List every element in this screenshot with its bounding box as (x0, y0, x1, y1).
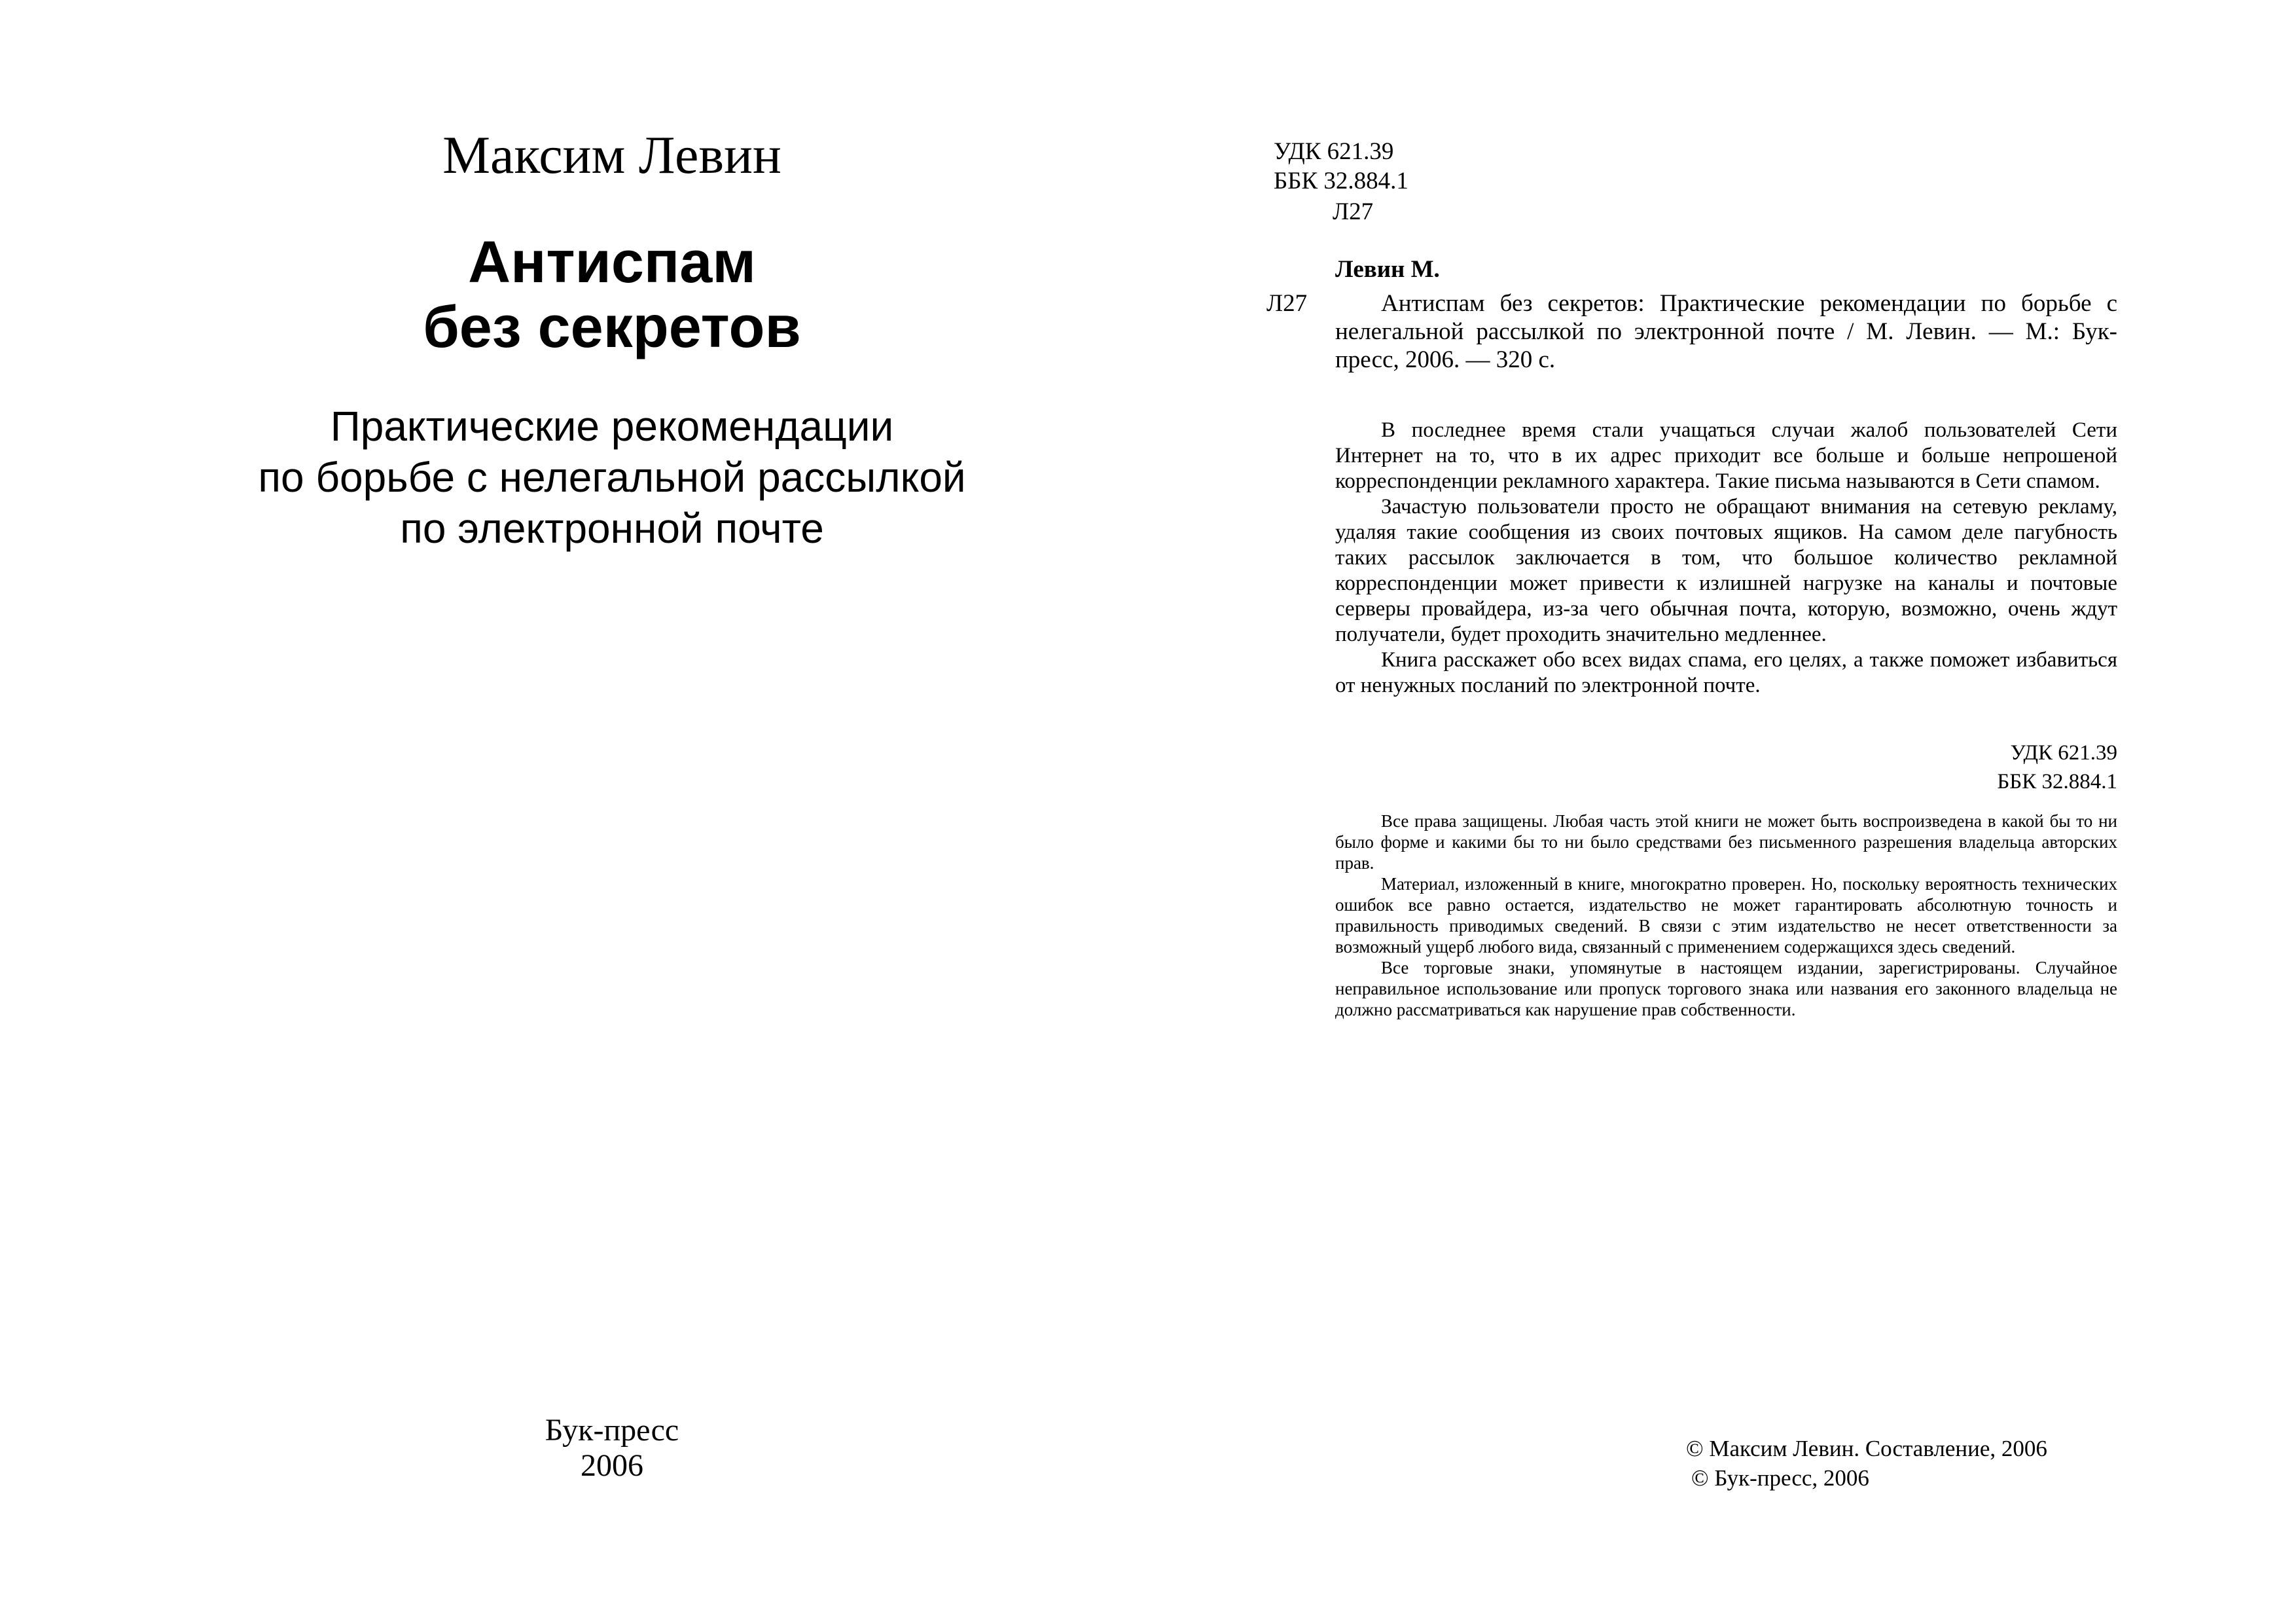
imprint-page (1148, 0, 2296, 1623)
abstract-bbk-code: ББК 32.884.1 (1997, 770, 2117, 793)
book-subtitle (0, 401, 1224, 554)
abstract-paragraph: В последнее время стали учащаться случаи жалоб пользователей Сети Интернет на то, что в их адрес приходит все больше и больше непрошеной корреспонденции рекламного характера. Такие письма называются в Сети спамом. (1335, 418, 2117, 493)
copyright-line-author: © Максим Левин. Составление, 2006 (1686, 1436, 2047, 1461)
copyright-block (1686, 1434, 2047, 1493)
rights-paragraph: Материал, изложенный в книге, многократно проверен. Но, поскольку вероятность технических ошибок все равно остается, издательство не может гарантировать абсолютную точность и правильность приводимых сведений. В связи с этим издательство не несет ответственности за возможный ущерб любого вида, связанный с применением содержащихся здесь сведений. (1335, 874, 2117, 957)
catalog-entry-description: Антиспам без секретов: Практические рекомендации по борьбе с нелегальной рассылкой по электронной почте / М. Левин. — М.: Бук-пресс, 2006. — 320 с. (1335, 290, 2117, 373)
catalog-entry-author: Левин М. (1335, 256, 1440, 283)
book-author: Максим Левин (442, 125, 781, 185)
book-title-line-1: Антиспам (468, 230, 756, 295)
bbk-code: ББК 32.884.1 (1274, 168, 1408, 194)
publisher-imprint (0, 1413, 1224, 1484)
author-mark: Л27 (1333, 198, 1374, 225)
publisher-name: Бук-пресс (545, 1413, 679, 1448)
book-subtitle-line-1: Практические рекомендации (330, 403, 894, 450)
publication-year: 2006 (581, 1448, 643, 1483)
book-subtitle-line-3: по электронной почте (400, 505, 824, 552)
abstract-classification (1335, 739, 2117, 796)
abstract-udk-code: УДК 621.39 (2010, 741, 2117, 765)
abstract-paragraph: Книга расскажет обо всех видах спама, его целях, а также поможет избавиться от ненужных посланий по электронной почте. (1335, 648, 2117, 697)
book-title (0, 230, 1224, 360)
book-abstract (1335, 418, 2117, 699)
rights-notice (1335, 811, 2117, 1020)
book-title-line-2: без секретов (423, 295, 801, 360)
rights-paragraph: Все права защищены. Любая часть этой книги не может быть воспроизведена в какой бы то ни было форме и какими бы то ни было средствами без письменного разрешения владельца авторских прав. (1335, 811, 2117, 873)
abstract-paragraph: Зачастую пользователи просто не обращают внимания на сетевую рекламу, удаляя такие сообщения из своих почтовых ящиков. На самом деле пагубность таких рассылок заключается в том, что большое количество рекламной корреспонденции может привести к излишней нагрузке на каналы и почтовые серверы провайдера, из-за чего обычная почта, которую, возможно, очень ждут получатели, будет проходить значительно медленнее. (1335, 495, 2117, 646)
udk-code: УДК 621.39 (1274, 138, 1394, 165)
copyright-line-publisher: © Бук-пресс, 2006 (1691, 1465, 1869, 1491)
rights-paragraph: Все торговые знаки, упомянутые в настоящем издании, зарегистрированы. Случайное неправильное использование или пропуск торгового знака или названия его законного владельца не должно рассматриваться как нарушение прав собственности. (1335, 958, 2117, 1019)
catalog-entry-mark: Л27 (1266, 290, 1308, 317)
book-subtitle-line-2: по борьбе с нелегальной рассылкой (258, 454, 966, 501)
